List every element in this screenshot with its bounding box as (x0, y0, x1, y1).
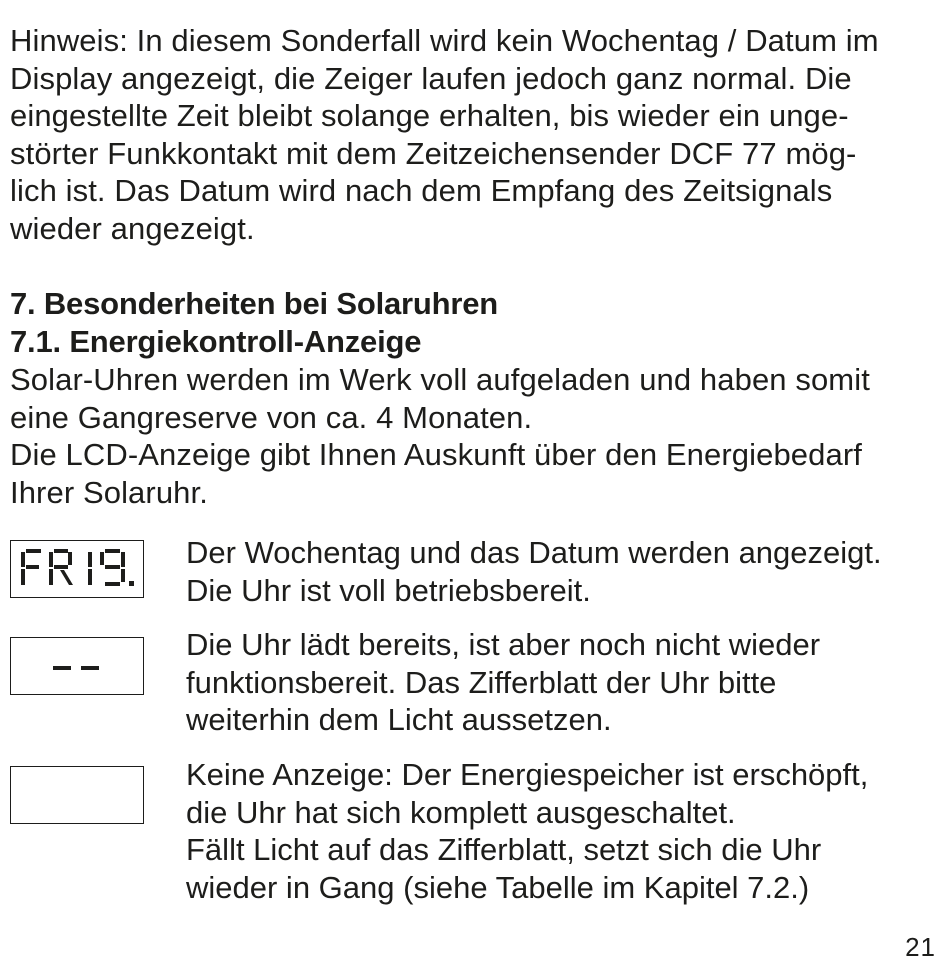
text-line: Hinweis: In diesem Sonderfall wird kein Wochentag / Datum im (10, 23, 879, 58)
indicator-description (186, 756, 868, 906)
manual-page (10, 22, 940, 511)
lcd-segments-dashes (11, 638, 142, 693)
lcd-display-empty (10, 766, 144, 824)
hinweis-paragraph (10, 22, 940, 247)
text-line: eine Gangreserve von ca. 4 Monaten. (10, 399, 533, 435)
text-line: funktionsbereit. Das Zifferblatt der Uhr bitte (186, 664, 777, 700)
section-subheading: 7.1. Energiekontroll-Anzeige (10, 324, 422, 359)
text-line: wieder angezeigt. (10, 210, 255, 246)
text-line: Die Uhr lädt bereits, ist aber noch nicht wieder (186, 627, 821, 662)
text-line: Solar-Uhren werden im Werk voll aufgeladen und haben somit (10, 362, 870, 397)
text-line: die Uhr hat sich komplett ausgeschaltet. (186, 794, 736, 830)
text-line: eingestellte Zeit bleibt solange erhalten, bis wieder ein unge- (10, 98, 849, 133)
text-line: Der Wochentag und das Datum werden angezeigt. (186, 535, 882, 570)
page-number: 21 (905, 932, 936, 962)
spacer (10, 247, 940, 285)
section-heading: 7. Besonderheiten bei Solaruhren (10, 286, 498, 321)
lcd-display-charging (10, 637, 144, 695)
intro-paragraph (10, 361, 940, 511)
text-line: störter Funkkontakt mit dem Zeitzeichensender DCF 77 mög- (10, 135, 857, 171)
text-line: Die LCD-Anzeige gibt Ihnen Auskunft über den Energiebedarf (10, 437, 862, 472)
lcd-segments-fr19 (11, 541, 142, 596)
text-line: Ihrer Solaruhr. (10, 474, 208, 510)
indicator-description (186, 626, 820, 739)
indicator-description (186, 534, 882, 609)
text-line: Die Uhr ist voll betriebsbereit. (186, 572, 591, 608)
text-line: Display angezeigt, die Zeiger laufen jedoch ganz normal. Die (10, 60, 852, 96)
text-line: Keine Anzeige: Der Energiespeicher ist erschöpft, (186, 757, 869, 792)
text-line: weiterhin dem Licht aussetzen. (186, 702, 612, 737)
lcd-display-full (10, 540, 144, 598)
text-line: wieder in Gang (siehe Tabelle im Kapitel 7.2.) (186, 869, 810, 905)
text-line: lich ist. Das Datum wird nach dem Empfang des Zeitsignals (10, 173, 833, 208)
text-line: Fällt Licht auf das Zifferblatt, setzt sich die Uhr (186, 832, 822, 867)
